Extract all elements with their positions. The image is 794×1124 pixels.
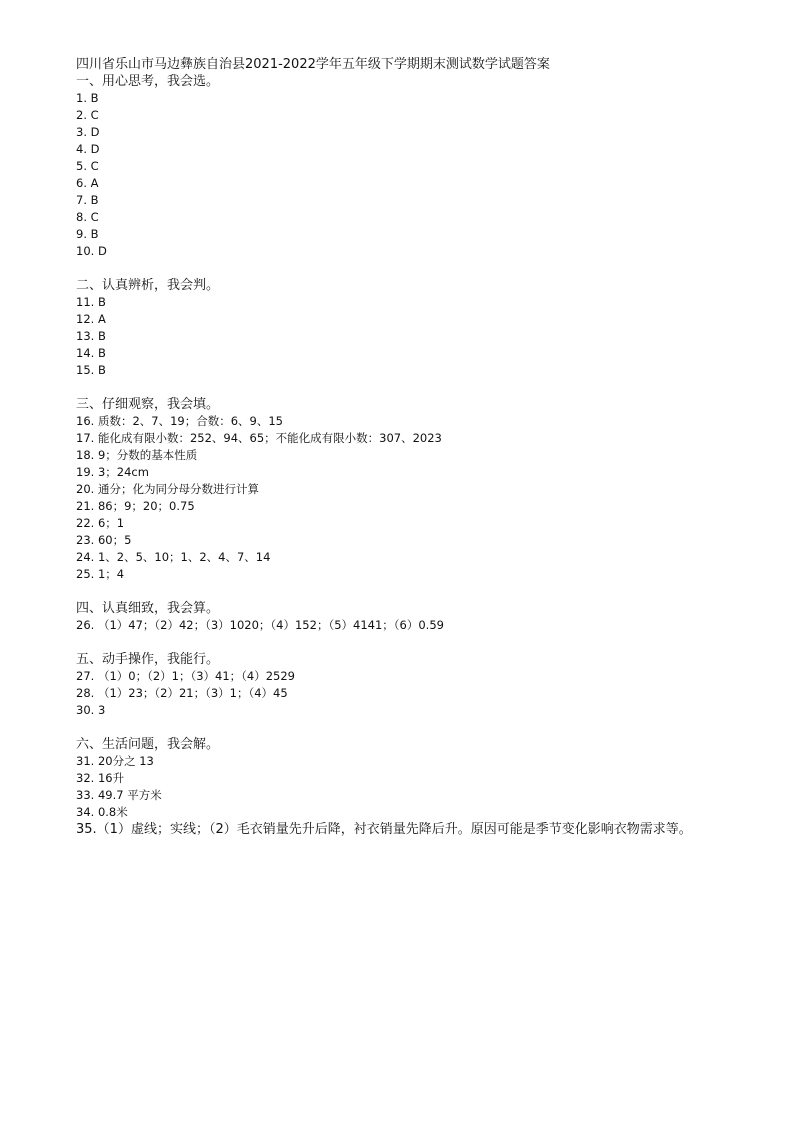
section-heading: 一、用心思考，我会选。: [76, 74, 220, 89]
section-fill-in: [76, 396, 736, 583]
section-spacer: [76, 634, 736, 651]
section-multiple-choice: [76, 73, 736, 260]
answer-item: 34. 0.8米: [76, 805, 128, 819]
answer-item: 27. （1）0；（2）1；（3）41；（4）2529: [76, 669, 295, 683]
section-heading: 五、动手操作，我能行。: [76, 652, 220, 667]
answer-document: [76, 56, 736, 838]
answer-item: 21. 86；9；20；0.75: [76, 499, 195, 513]
section-calculation: [76, 600, 736, 634]
answer-item: 23. 60；5: [76, 533, 132, 547]
answer-item: 9. B: [76, 227, 99, 241]
answer-item: 31. 20分之 13: [76, 754, 154, 768]
answer-item: 3. D: [76, 125, 100, 139]
answer-item: 25. 1；4: [76, 567, 125, 581]
section-heading: 二、认真辨析，我会判。: [76, 278, 220, 293]
answer-item: 26. （1）47；（2）42；（3）1020；（4）152；（5）4141；（6）0.59: [76, 618, 444, 632]
answer-item: 10. D: [76, 244, 107, 258]
answer-item: 18. 9；分数的基本性质: [76, 448, 198, 462]
answer-item: 24. 1、2、5、10；1、2、4、7、14: [76, 550, 271, 564]
answer-item: 17. 能化成有限小数：252、94、65；不能化成有限小数：307、2023: [76, 431, 442, 445]
answer-item: 1. B: [76, 91, 99, 105]
answer-item: 15. B: [76, 363, 106, 377]
answer-item: 8. C: [76, 210, 99, 224]
answer-item: 13. B: [76, 329, 106, 343]
answer-item: 6. A: [76, 176, 99, 190]
answer-item: 22. 6；1: [76, 516, 125, 530]
answer-item: 33. 49.7 平方米: [76, 788, 162, 802]
section-hands-on: [76, 651, 736, 719]
answer-item: 12. A: [76, 312, 106, 326]
section-true-false: [76, 277, 736, 379]
answer-item: 11. B: [76, 295, 106, 309]
answer-item: 2. C: [76, 108, 99, 122]
section-spacer: [76, 719, 736, 736]
section-heading: 三、仔细观察，我会填。: [76, 397, 220, 412]
answer-item: 28. （1）23；（2）21；（3）1；（4）45: [76, 686, 288, 700]
answer-item: 30. 3: [76, 703, 106, 717]
answer-item: 20. 通分；化为同分母分数进行计算: [76, 482, 259, 496]
answer-item: 7. B: [76, 193, 99, 207]
answer-item: 19. 3；24cm: [76, 465, 149, 479]
answer-item: 14. B: [76, 346, 106, 360]
answer-item: 16. 质数：2、7、19；合数：6、9、15: [76, 414, 283, 428]
answer-item: 4. D: [76, 142, 100, 156]
section-word-problems: [76, 736, 736, 838]
answer-item: 32. 16升: [76, 771, 125, 785]
section-spacer: [76, 583, 736, 600]
document-title: 四川省乐山市马边彝族自治县2021-2022学年五年级下学期期末测试数学试题答案: [76, 57, 550, 72]
section-heading: 四、认真细致，我会算。: [76, 601, 220, 616]
answer-item: 35.（1）虚线；实线；（2）毛衣销量先升后降，衬衣销量先降后升。原因可能是季节变化影响衣物需求等。: [76, 822, 692, 837]
section-spacer: [76, 260, 736, 277]
section-heading: 六、生活问题，我会解。: [76, 737, 220, 752]
answer-item: 5. C: [76, 159, 99, 173]
section-spacer: [76, 379, 736, 396]
